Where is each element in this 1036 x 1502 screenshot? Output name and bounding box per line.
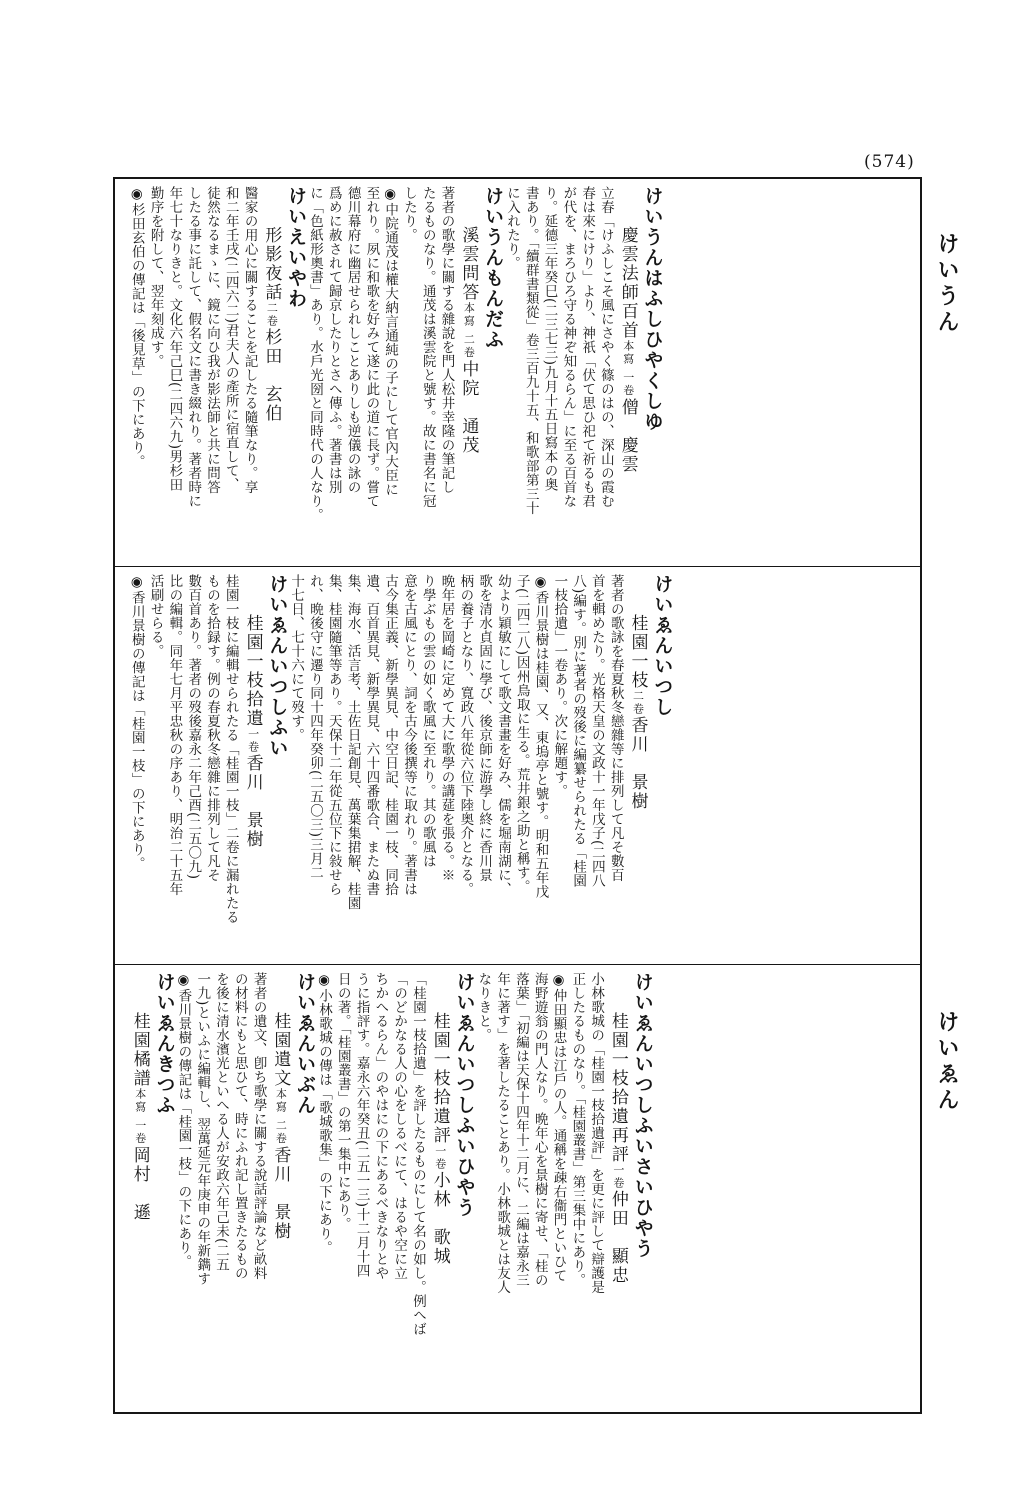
section-mark-keien: けいゑん xyxy=(934,1010,960,1114)
entry-line: 著者の歌詠を春夏秋冬戀雜等に排列して凡そ數百 xyxy=(607,574,624,882)
entry-line: したる事に託して、假名文に書き綴れり。著者時に xyxy=(185,186,202,508)
entry-meta: 一卷 xyxy=(433,1145,447,1171)
entry-line: 年に著す」を著したることあり。小林歌城とは友人 xyxy=(494,972,511,1294)
entry-line: り。延德三年癸巳(二三七三)九月十五日寫本の奥 xyxy=(541,186,558,492)
entry-author: 小林 歌城 xyxy=(429,1171,450,1266)
section-mark-keiun: けいうん xyxy=(934,232,960,336)
entry-line: 柄の養子となり、寬政八年從六位下陸奥介となる。 xyxy=(457,574,474,896)
entry-title: 桂園一枝拾遺再評 xyxy=(607,1012,628,1164)
entry-meta: 二卷 xyxy=(265,302,279,328)
entry-line: 子(二四二八)因州鳥取に生る。荒井銀之助と稱す。 xyxy=(513,574,530,894)
entry-line: 一九)といふに編輯し、翌萬延元年庚申の年新鐫す xyxy=(194,972,211,1286)
entry-line: たるものなり。通茂は溪雲院と號す。故に書名に冠 xyxy=(419,186,436,508)
entry-title-row xyxy=(618,186,637,560)
band-text xyxy=(126,972,654,1406)
entry-line: に入れたり。 xyxy=(503,186,520,270)
entry-line: ◉小林歌城の傳は「歌城歌集」の下にあり。 xyxy=(315,972,332,1255)
entry-line: 歌を清水貞固に學び、後京師に游學し終に香川景 xyxy=(476,574,493,882)
entry-heading: けいゑんいつしふいひやう xyxy=(453,972,476,1218)
entry-line: なりきと。 xyxy=(475,972,492,1042)
entry-line: ◉中院通茂は權大納言通純の子にして官內大臣に xyxy=(382,186,399,497)
entry-meta: 本寫 一卷 xyxy=(621,340,635,398)
entry-line: 日の著。「桂園叢書」の第一集中にあり。 xyxy=(334,972,351,1232)
entry-line: 海野遊翁の門人なり。晩年心を景樹に寄せ、「桂の xyxy=(531,972,548,1288)
entry-heading: けいゑんいつし xyxy=(651,574,674,718)
entry-title-row xyxy=(628,574,647,958)
entry-line: 醫家の用心に關することを記したる隨筆なり。享 xyxy=(241,186,258,494)
entry-title-row xyxy=(262,186,281,560)
entry-line: に「色紙形奧書」あり。水戶光圀と同時代の人なり。 xyxy=(306,186,323,522)
entry-line: ◉香川景樹は桂園、又、東塢亭と號す。明和五年戊 xyxy=(532,574,549,899)
band-divider xyxy=(113,566,922,567)
entry-line: 集、海水、活言考、土佐日記創見、萬葉集捃解、桂園 xyxy=(344,574,361,910)
entry-title: 形影夜話 xyxy=(261,226,282,302)
entry-author: 香川 景樹 xyxy=(627,716,648,811)
band-middle xyxy=(126,574,909,958)
entry-line: ◉香川景樹の傳記は「桂園一枝」の下にあり。 xyxy=(175,972,192,1269)
entry-title-row xyxy=(459,186,478,560)
entry-line: 「桂園一枝拾遺」を評したるものにして名の如し。例へば xyxy=(409,972,426,1336)
entry-title-row xyxy=(430,972,449,1406)
entry-meta: 一卷 xyxy=(246,728,260,754)
band-top xyxy=(126,186,909,560)
entry-line: ものを拾録す。例の春夏秋冬戀雜に排列して凡そ xyxy=(203,574,220,882)
entry-line: 和二年壬戌(二四六二)君夫人の產所に宿直して、 xyxy=(222,186,239,492)
entry-line: 活刷せらる。 xyxy=(147,574,164,658)
entry-line: ◉仲田顯忠は江戶の人。通稱を疎右衞門といひて xyxy=(550,972,567,1283)
entry-line: が代を、まろひろ守る神ぞ知るらん」に至る百首な xyxy=(560,186,577,508)
entry-meta: 二卷 xyxy=(631,690,645,716)
entry-meta: 一卷 xyxy=(611,1164,625,1190)
entry-author: 香川 景樹 xyxy=(270,1145,291,1241)
entry-line: 比の編輯。同年七月平忠秋の序あり、明治二十五年 xyxy=(166,574,183,896)
entry-line: 數百首あり。著者の歿後嘉永二年己酉(二五〇九) xyxy=(185,574,202,880)
entry-line: 集、桂園隨筆等あり。天保十二年從五位下に敍せら xyxy=(325,574,342,896)
entry-line: 晩年居を岡崎に定めて大に歌學の講莚を張る。※ xyxy=(438,574,455,882)
entry-meta: 本寫 二卷 xyxy=(274,1088,288,1146)
entry-meta: 本寫 一卷 xyxy=(133,1088,147,1146)
band-bottom xyxy=(126,972,909,1406)
entry-line: 十七日、七十六にて歿す。 xyxy=(288,574,305,742)
entry-author: 香川 景樹 xyxy=(242,754,263,849)
entry-line: 著者の歌學に關する雜說を門人松井幸隆の筆記し xyxy=(438,186,455,494)
entry-line: 意を古風にとり、詞を古今後撰等に取れり。著書は xyxy=(400,574,417,896)
entry-line: 小林歌城の「桂園一枝拾遺評」を更に評して辯護是 xyxy=(588,972,605,1294)
entry-line: 年七十なりきと。文化六年己巳(二四六九)男杉田 xyxy=(166,186,183,492)
entry-line: ◉香川景樹の傳記は「桂園一枝」の下にあり。 xyxy=(128,574,145,871)
entry-line: 首を輯めたり。光格天皇の文政十一年戊子(二四八 xyxy=(588,574,605,888)
entry-title: 慶雲法師百首 xyxy=(617,226,638,340)
entry-title-row xyxy=(130,972,149,1406)
entry-title: 桂園一枝拾遺 xyxy=(242,614,263,728)
entry-line: 書あり。「續群書類從」卷三百九十五、和歌部第三十 xyxy=(522,186,539,516)
entry-title: 桂園一枝拾遺評 xyxy=(429,1012,450,1145)
entry-title-row xyxy=(243,574,262,958)
entry-line: を後に清水濱光といへる人が安政六年己未(二五 xyxy=(212,972,229,1272)
entry-line: の材料にもと思ひて、時にふれ記し置きたるもの xyxy=(231,972,248,1280)
entry-line: 爲めに赦されて歸京したりとさへ傳ふ。著書は別 xyxy=(325,186,342,494)
entry-heading: けいえいやわ xyxy=(285,186,308,309)
entry-line: 著者の遺文、卽ち歌學に關する說話評論など畝料 xyxy=(250,972,267,1280)
band-text xyxy=(126,574,674,958)
entry-line: 幼より穎敏にして歌文書畫を好み、儒を堀南湖に、 xyxy=(494,574,511,896)
band-text xyxy=(126,186,664,560)
entry-title-row xyxy=(608,972,627,1406)
entry-title: 桂園一枝 xyxy=(627,614,648,690)
entry-heading: けいうんはふしひやくしゆ xyxy=(641,186,664,432)
entry-meta: 本寫 二卷 xyxy=(462,302,476,360)
entry-title: 桂園橘譜 xyxy=(129,1012,150,1088)
entry-line: 勤序を附して、翌年刻成す。 xyxy=(147,186,164,368)
entry-heading: けいゑんいつしふい xyxy=(266,574,289,759)
entry-line: れ、晩後守に遷り同十四年癸卯(二五〇三)三月二 xyxy=(306,574,323,880)
page-number: (574) xyxy=(864,152,915,172)
entry-line: 桂園一枝に編輯せられたる「桂園一枝」二卷に漏れたる xyxy=(222,574,239,924)
entry-line: 徒然なるまゝに、鏡に向ひ我が影法師と共に問答 xyxy=(203,186,220,494)
entry-line: 古今集正義、新學異見、中空日記、桂園一枝、同拾 xyxy=(382,574,399,896)
entry-author: 仲田 顯忠 xyxy=(607,1190,628,1285)
entry-heading: けいゑんいぶん xyxy=(294,972,317,1116)
entry-heading: けいゑんいつしふいさいひやう xyxy=(631,972,654,1259)
entry-heading: けいうんもんだふ xyxy=(482,186,505,350)
entry-title-row xyxy=(271,972,290,1406)
entry-line: うに指評す。嘉永六年癸丑(二五一三)十二月十四 xyxy=(353,972,370,1278)
entry-heading: けいゑんきつふ xyxy=(153,972,176,1116)
entry-line: 至れり。夙に和歌を好みて遂に此の道に長ず。嘗て xyxy=(363,186,380,508)
entry-author: 岡村 遜 xyxy=(129,1145,150,1222)
entry-line: 落葉」「初編は天保十四年十二月に、二編は嘉永三 xyxy=(512,972,529,1288)
entry-line: ◉杉田玄伯の傳記は「後見草」の下にあり。 xyxy=(128,186,145,469)
entry-author: 僧 慶雲 xyxy=(617,397,638,474)
entry-title: 溪雲問答 xyxy=(458,226,479,302)
entry-line: 「のどかなる人の心をしるべにて、はるや空に立 xyxy=(391,972,408,1280)
entry-line: 一枝拾遺」一卷あり。次に解題す。 xyxy=(551,574,568,798)
entry-line: 正したるものなり。「桂園叢書」第三集中にあり。 xyxy=(569,972,586,1288)
entry-line: 遺、百首異見、新學異見、六十四番歌合、またぬ書 xyxy=(363,574,380,896)
entry-line: 德川幕府に幽居せられしことありしも逆儀の詠の xyxy=(344,186,361,494)
entry-author: 杉田 玄伯 xyxy=(261,328,282,423)
entry-line: 八)編す。別に著者の歿後に編纂せられたる「桂園 xyxy=(570,574,587,888)
entry-line: 春は來にけり」より、神祇「伏て思ひ祀て祈るも君 xyxy=(579,186,596,508)
band-divider xyxy=(113,964,922,965)
entry-title: 桂園遺文 xyxy=(270,1012,291,1088)
entry-author: 中院 通茂 xyxy=(458,359,479,455)
entry-line: ちかへるらん」のやはにの下にあるべきなりとや xyxy=(372,972,389,1280)
entry-line: 立春「けふしこそ風にさやく篠のはの、深山の霞む xyxy=(597,186,614,508)
entry-line: したり。 xyxy=(400,186,417,242)
entry-line: り學ぶもの雲の如く歌風に至れり。其の歌風は xyxy=(419,574,436,868)
